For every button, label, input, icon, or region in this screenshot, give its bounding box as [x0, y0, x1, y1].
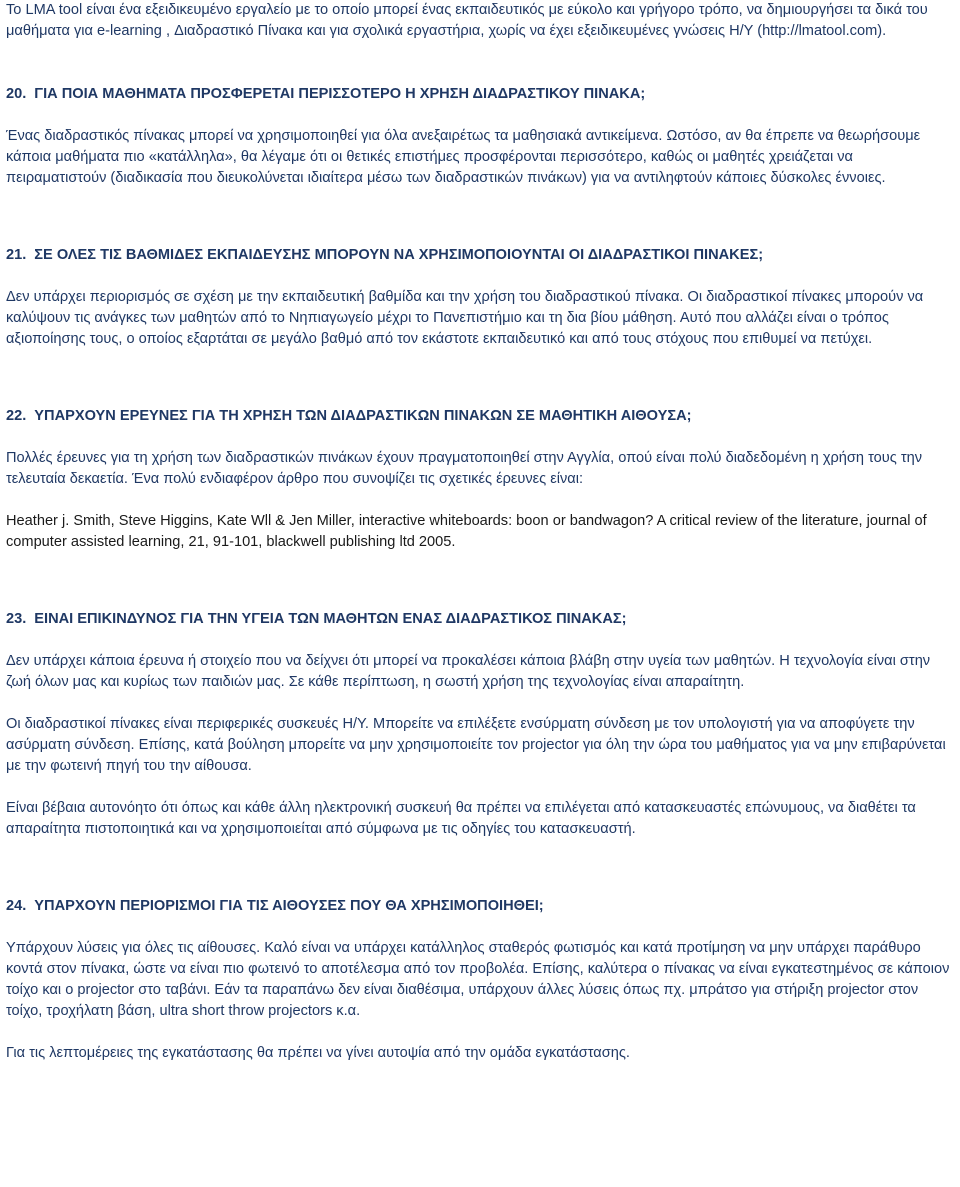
section-paragraph: Δεν υπάρχει περιορισμός σε σχέση με την εκπαιδευτική βαθμίδα και την χρήση του διαδραστικού πίνακα. Οι διαδραστικοί πίνακες μπορούν να καλύψουν τις ανάγκες των μαθητών από το Νηπιαγωγείο μέχρι το Πανεπιστήμιο και τη δια βίου μάθηση. Αυτό που αλλάζει είναι ο τρόπος αξιοποίησης τους, ο οποίος εξαρτάται σε μεγάλο βαθμό από τον εκάστοτε εκπαιδευτικό και από τους στόχους που επιθυμεί να πετύχει. — [6, 289, 924, 347]
section-title: ΣΕ ΟΛΕΣ ΤΙΣ ΒΑΘΜΙΔΕΣ ΕΚΠΑΙΔΕΥΣΗΣ ΜΠΟΡΟΥΝ ΝΑ ΧΡΗΣΙΜΟΠΟΙΟΥΝΤΑΙ ΟΙ ΔΙΑΔΡΑΣΤΙΚΟΙ ΠΙΝΑΚΕΣ; — [34, 247, 764, 263]
document-page — [6, 0, 952, 1064]
section-paragraph: Για τις λεπτομέρειες της εγκατάστασης θα πρέπει να γίνει αυτοψία από την ομάδα εγκατάστασης. — [6, 1045, 630, 1061]
section-paragraph: Ένας διαδραστικός πίνακας μπορεί να χρησιμοποιηθεί για όλα ανεξαιρέτως τα μαθησιακά αντικείμενα. Ωστόσο, αν θα έπρεπε να θεωρήσουμε κάποια μαθήματα πιο «κατάλληλα», θα λέγαμε ότι οι θετικές επιστήμες προσφέρονται περισσότερο, καθώς οι μαθητές χρειάζεται να πειραματιστούν (διαδικασία που διευκολύνεται ιδιαίτερα μέσω των διαδραστικών πινάκων) για να αντιληφτούν κάποιες δύσκολες έννοιες. — [6, 128, 921, 186]
section-heading-24 — [6, 896, 952, 917]
section-number: 21. — [6, 247, 27, 263]
reference-citation: Heather j. Smith, Steve Higgins, Kate Wll & Jen Miller, interactive whiteboards: boon or bandwagon? A critical review of the literature, journal of computer assisted learning, 21, 91-101, blackwell publishing ltd 2005. — [6, 513, 927, 550]
section-paragraph: Είναι βέβαια αυτονόητο ότι όπως και κάθε άλλη ηλεκτρονική συσκευή θα πρέπει να επιλέγεται από κατασκευαστές επώνυμους, να διαθέτει τα απαραίτητα πιστοποιητικά και να χρησιμοποιείται από σύμφωνα με τις οδηγίες του κατασκευαστή. — [6, 800, 916, 837]
section-heading-23 — [6, 609, 952, 630]
intro-paragraph — [6, 0, 952, 42]
section-number: 23. — [6, 611, 27, 627]
section-paragraph: Οι διαδραστικοί πίνακες είναι περιφερικές συσκευές Η/Υ. Μπορείτε να επιλέξετε ενσύρματη σύνδεση με τον υπολογιστή για να αποφύγετε την ασύρματη σύνδεση. Επίσης, κατά βούληση μπορείτε να μην χρησιμοποιείτε τον projector για όλη την ώρα του μαθήματος για να μην επιβαρύνεται με την φωτεινή πηγή του την αίθουσα. — [6, 716, 946, 774]
section-paragraph: Δεν υπάρχει κάποια έρευνα ή στοιχείο που να δείχνει ότι μπορεί να προκαλέσει κάποια βλάβη στην υγεία των μαθητών. Η τεχνολογία είναι στην ζωή όλων μας και κυρίως των παιδιών μας. Σε κάθε περίπτωση, η σωστή χρήση της τεχνολογίας είναι απαραίτητη. — [6, 653, 931, 690]
section-heading-21 — [6, 245, 952, 266]
section-title: ΥΠΑΡΧΟΥΝ ΠΕΡΙΟΡΙΣΜΟΙ ΓΙΑ ΤΙΣ ΑΙΘΟΥΣΕΣ ΠΟΥ ΘΑ ΧΡΗΣΙΜΟΠΟΙΗΘΕΙ; — [34, 898, 544, 914]
section-title: ΕΙΝΑΙ ΕΠΙΚΙΝΔΥΝΟΣ ΓΙΑ ΤΗΝ ΥΓΕΙΑ ΤΩΝ ΜΑΘΗΤΩΝ ΕΝΑΣ ΔΙΑΔΡΑΣΤΙΚΟΣ ΠΙΝΑΚΑΣ; — [34, 611, 627, 627]
intro-text-end: ). — [877, 23, 887, 39]
section-number: 20. — [6, 86, 27, 102]
section-paragraph: Πολλές έρευνες για τη χρήση των διαδραστικών πινάκων έχουν πραγματοποιηθεί στην Αγγλία, οπού είναι πολύ διαδεδομένη η χρήση τους την τελευταία δεκαετία. Ένα πολύ ενδιαφέρον άρθρο που συνοψίζει τις σχετικές έρευνες είναι: — [6, 450, 922, 487]
intro-text: Το LMA tool είναι ένα εξειδικευμένο εργαλείο με το οποίο μπορεί ένας εκπαιδευτικός με εύκολο και γρήγορο τρόπο, να δημιουργήσει τα δικά του μαθήματα για e-learning , Διαδραστικό Πίνακα και για σχολικά εργαστήρια, χωρίς να έχει εξειδικευμένες γνώσεις Η/Υ ( — [6, 2, 928, 39]
section-heading-20 — [6, 84, 952, 105]
section-heading-22 — [6, 406, 952, 427]
section-number: 22. — [6, 408, 27, 424]
section-number: 24. — [6, 898, 27, 914]
section-paragraph: Υπάρχουν λύσεις για όλες τις αίθουσες. Καλό είναι να υπάρχει κατάλληλος σταθερός φωτισμός και κατά προτίμηση να μην υπάρχει παράθυρο κοντά στον πίνακα, ώστε να είναι πιο φωτεινό το αποτέλεσμα από τον προβολέα. Επίσης, καλύτερα ο πίνακας να είναι εγκατεστημένος σε κάποιον τοίχο και ο projector στο ταβάνι. Εάν τα παραπάνω δεν είναι διαθέσιμα, υπάρχουν άλλες λύσεις όπως πχ. μπράτσο για στήριξη projector στον τοίχο, τροχήλατη βάση, ultra short throw projectors κ.α. — [6, 940, 950, 1019]
section-title: ΓΙΑ ΠΟΙΑ ΜΑΘΗΜΑΤΑ ΠΡΟΣΦΕΡΕΤΑΙ ΠΕΡΙΣΣΟΤΕΡΟ Η ΧΡΗΣΗ ΔΙΑΔΡΑΣΤΙΚΟΥ ΠΙΝΑΚΑ; — [34, 86, 646, 102]
lmatool-link[interactable]: http://lmatool.com — [762, 23, 878, 39]
section-title: ΥΠΑΡΧΟΥΝ ΕΡΕΥΝΕΣ ΓΙΑ ΤΗ ΧΡΗΣΗ ΤΩΝ ΔΙΑΔΡΑΣΤΙΚΩΝ ΠΙΝΑΚΩΝ ΣΕ ΜΑΘΗΤΙΚΗ ΑΙΘΟΥΣΑ; — [34, 408, 692, 424]
